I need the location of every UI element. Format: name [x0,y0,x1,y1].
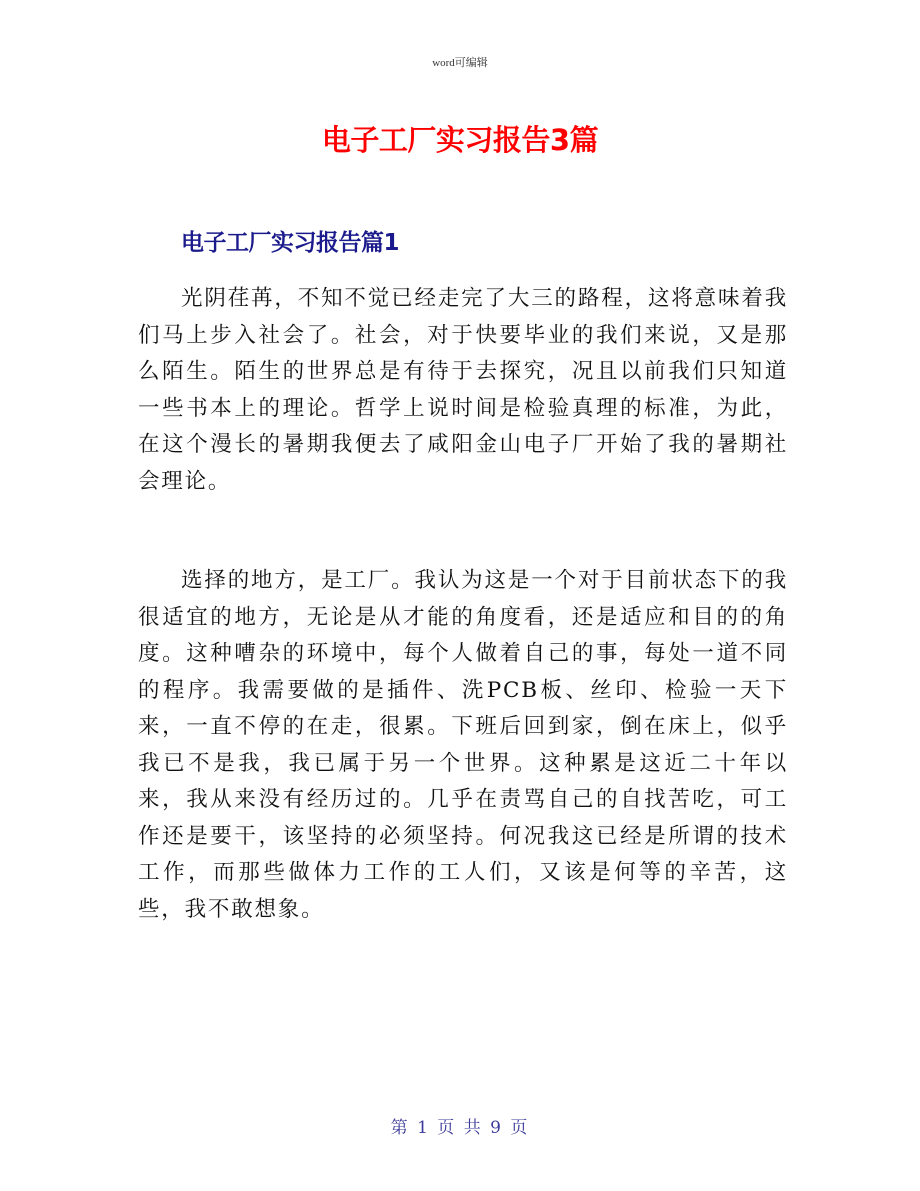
header-note: word可编辑 [432,57,488,69]
section-title: 电子工厂实习报告篇1 [181,230,400,256]
body-paragraph-2: 选择的地方，是工厂。我认为这是一个对于目前状态下的我很适宜的地方，无论是从才能的角度看，还是适应和目的的角度。这种嘈杂的环境中，每个人做着自己的事，每处一道不同的程序。我需要做的是插件、洗PCB板、丝印、检验一天下来，一直不停的在走，很累。下班后回到家，倒在床上，似乎我已不是我，我已属于另一个世界。这种累是这近二十年以来，我从来没有经历过的。几乎在责骂自己的自找苦吃，可工作还是要干，该坚持的必须坚持。何况我这已经是所谓的技术工作，而那些做体力工作的工人们，又该是何等的辛苦，这些，我不敢想象。 [138,568,788,922]
document-title: 电子工厂实习报告3篇 [321,123,599,157]
page-number-footer: 第 1 页 共 9 页 [390,1118,530,1138]
body-paragraph-1: 光阴荏苒，不知不觉已经走完了大三的路程，这将意味着我们马上步入社会了。社会，对于快要毕业的我们来说，又是那么陌生。陌生的世界总是有待于去探究，况且以前我们只知道一些书本上的理论。哲学上说时间是检验真理的标准，为此，在这个漫长的暑期我便去了咸阳金山电子厂开始了我的暑期社会理论。 [138,286,788,494]
